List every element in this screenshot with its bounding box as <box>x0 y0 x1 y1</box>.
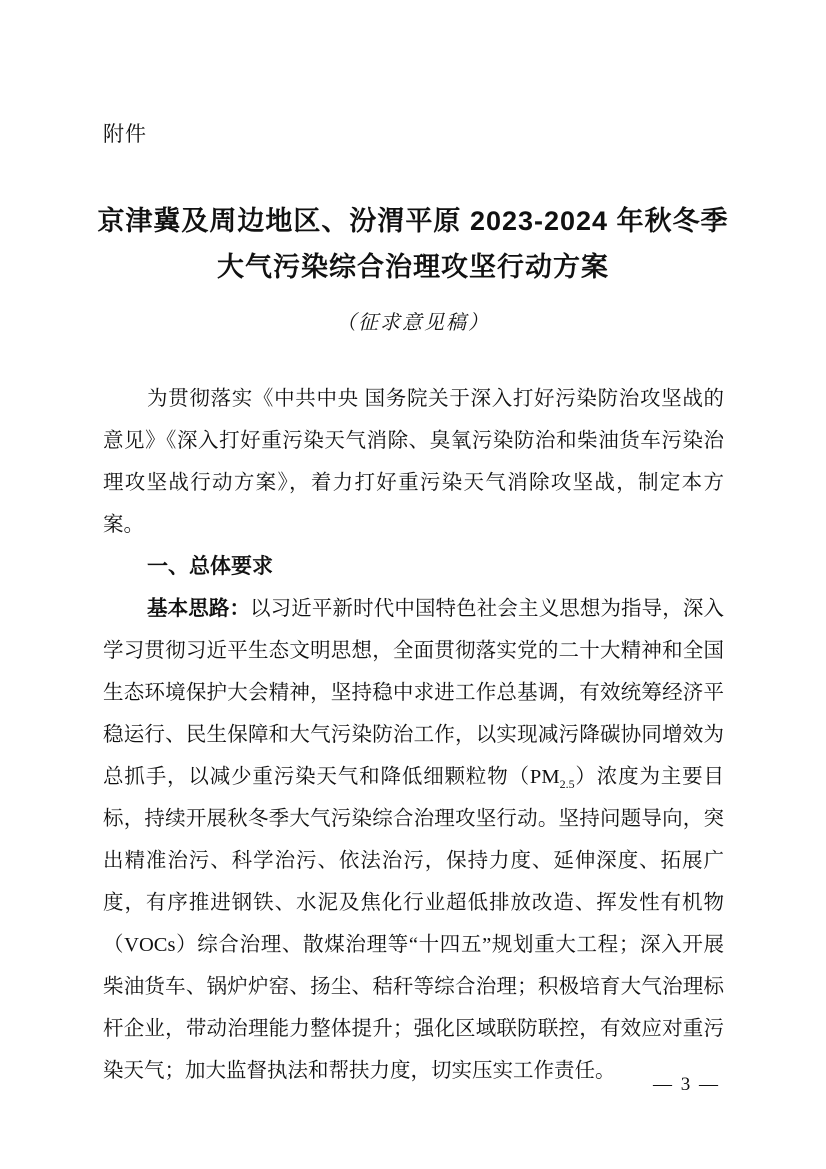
draft-subtitle: （征求意见稿） <box>336 312 490 334</box>
paragraph-lead-label: 基本思路： <box>147 598 251 620</box>
paragraph-intro: 为贯彻落实《中共中央 国务院关于深入打好污染防治攻坚战的意见》《深入打好重污染天气消除、臭氧污染防治和柴油货车污染治理攻坚战行动方案》，着力打好重污染天气消除攻坚战，制定本方案。 <box>103 388 724 536</box>
attachment-label: 附件 <box>103 123 147 146</box>
paragraph-basic-approach <box>103 588 724 1092</box>
paragraph-text-before-subscript: 以习近平新时代中国特色社会主义思想为指导，深入学习贯彻习近平生态文明思想，全面贯彻落实党的二十大精神和全国生态环境保护大会精神，坚持稳中求进工作总基调，有效统筹经济平稳运行、民生保障和大气污染防治工作，以实现减污降碳协同增效为总抓手，以减少重污染天气和降低细颗粒物（PM <box>103 598 725 788</box>
document-title <box>0 198 826 290</box>
page-number: — 3 — <box>653 1074 720 1095</box>
title-line-1: 京津冀及周边地区、汾渭平原 2023-2024 年秋冬季 <box>97 206 729 236</box>
pm25-subscript: 2.5 <box>559 777 575 792</box>
document-body <box>103 378 724 1092</box>
section-heading-overall-requirements: 一、总体要求 <box>147 555 273 578</box>
title-line-2: 大气污染综合治理攻坚行动方案 <box>217 252 609 282</box>
paragraph-text-after-subscript: ）浓度为主要目标，持续开展秋冬季大气污染综合治理攻坚行动。坚持问题导向，突出精准治污、科学治污、依法治污，保持力度、延伸深度、拓展广度，有序推进钢铁、水泥及焦化行业超低排放改造、挥发性有机物（VOCs）综合治理、散煤治理等“十四五”规划重大工程；深入开展柴油货车、锅炉炉窑、扬尘、秸秆等综合治理；积极培育大气治理标杆企业，带动治理能力整体提升；强化区域联防联控，有效应对重污染天气；加大监督执法和帮扶力度，切实压实工作责任。 <box>103 766 724 1082</box>
